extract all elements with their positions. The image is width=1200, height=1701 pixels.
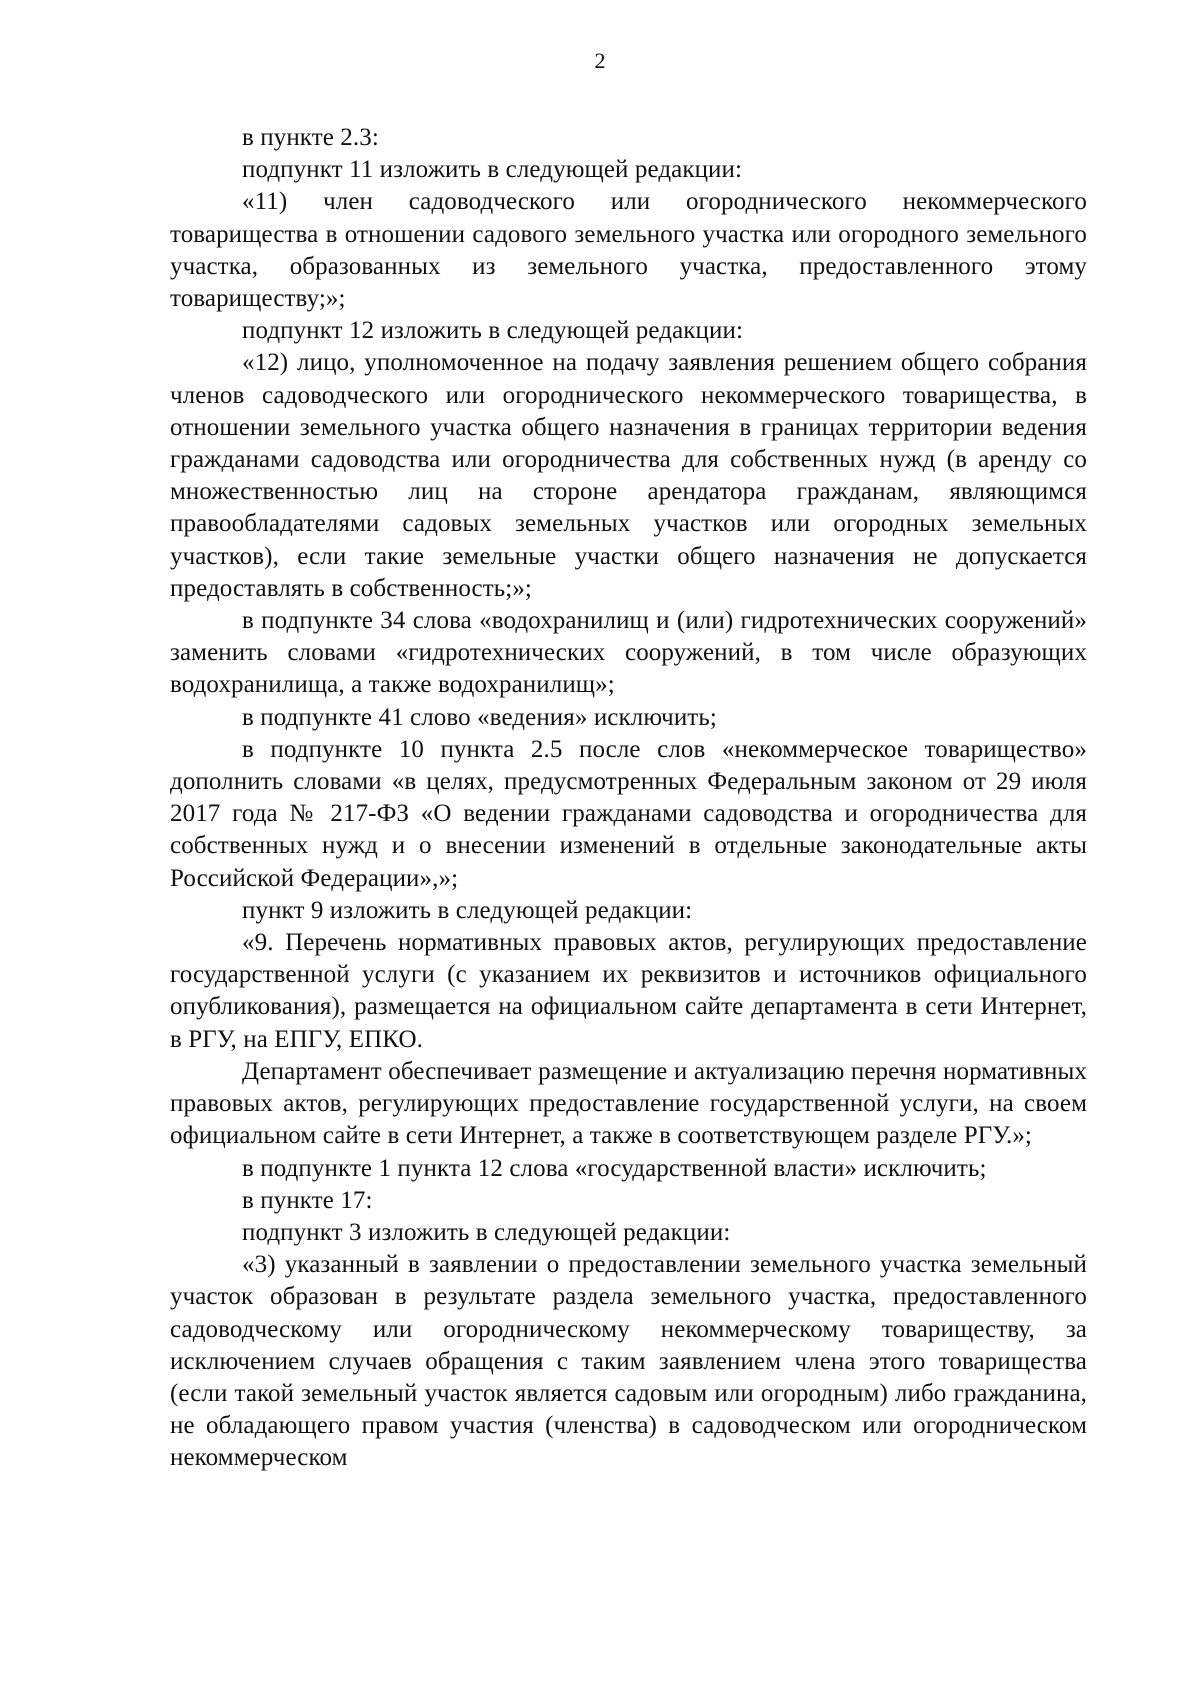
paragraph: пункт 9 изложить в следующей редакции: <box>242 896 693 924</box>
paragraph: в подпункте 41 слово «ведения» исключить; <box>242 703 717 731</box>
paragraph: подпункт 11 изложить в следующей редакции: <box>242 156 743 184</box>
paragraph: «3) указанный в заявлении о предоставлении земельного участка земельный участок образован в результате раздела земельного участка, предоставленного садоводческому или огородническому некоммерческому товариществу, за исключением случаев обращения с таким заявлением члена этого товарищества (если такой земельный участок является садовым или огородным) либо гражданина, не обладающего правом участия (членства) в садоводческом или огородническом некоммерческом <box>170 1251 1087 1472</box>
paragraph: в подпункте 10 пункта 2.5 после слов «некоммерческое товарищество» дополнить словами «в целях, предусмотренных Федеральным законом от 29 июля 2017 года № 217-ФЗ «О ведении гражданами садоводства и огородничества для собственных нужд и о внесении изменений в отдельные законодательные акты Российской Федерации»,»; <box>170 735 1087 892</box>
paragraph: подпункт 12 изложить в следующей редакции: <box>242 317 743 345</box>
paragraph: «9. Перечень нормативных правовых актов, регулирующих предоставление государственной услуги (с указанием их реквизитов и источников официального опубликования), размещается на официальном сайте департамента в сети Интернет, в РГУ, на ЕПГУ, ЕПКО. <box>170 929 1087 1053</box>
page-number: 2 <box>594 48 606 73</box>
paragraph: в подпункте 34 слова «водохранилищ и (или) гидротехнических сооружений» заменить словами «гидротехнических сооружений, в том числе образующих водохранилища, а также водохранилищ»; <box>170 607 1087 699</box>
paragraph: подпункт 3 изложить в следующей редакции: <box>242 1218 731 1246</box>
paragraph: в пункте 2.3: <box>242 124 379 151</box>
paragraph: Департамент обеспечивает размещение и актуализацию перечня нормативных правовых актов, регулирующих предоставление государственной услуги, на своем официальном сайте в сети Интернет, а также в соответствующем разделе РГУ.»; <box>170 1057 1087 1150</box>
paragraph: «11) член садоводческого или огороднического некоммерческого товарищества в отношении садового земельного участка или огородного земельного участка, образованных из земельного участка, предоставленного этому товариществу;»; <box>170 188 1087 313</box>
paragraph: «12) лицо, уполномоченное на подачу заявления решением общего собрания членов садоводческого или огороднического некоммерческого товарищества, в отношении земельного участка общего назначения в границах территории ведения гражданами садоводства или огородничества для собственных нужд (в аренду со множественностью лиц на стороне арендатора гражданам, являющимся правообладателями садовых земельных участков или огородных земельных участков), если такие земельные участки общего назначения не допускается предоставлять в собственность;»; <box>170 349 1087 602</box>
paragraph: в подпункте 1 пункта 12 слова «государственной власти» исключить; <box>242 1154 987 1182</box>
paragraph: в пункте 17: <box>242 1186 373 1214</box>
document-body <box>170 122 1087 1475</box>
